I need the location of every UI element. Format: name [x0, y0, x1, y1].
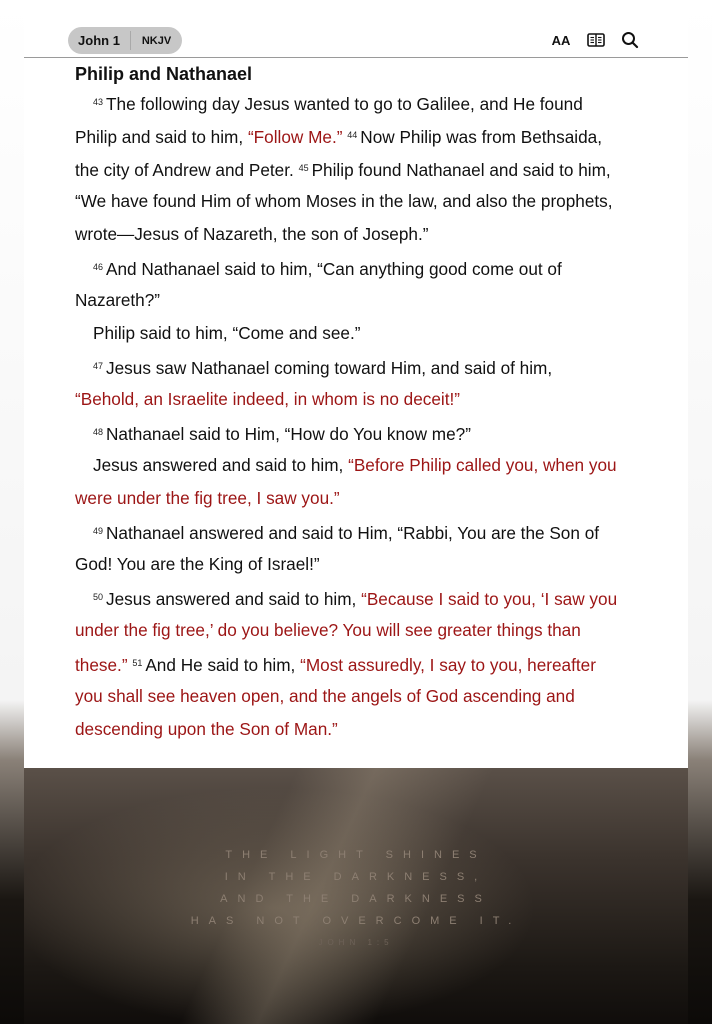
- passage-line: [75, 223, 428, 245]
- verse-number[interactable]: 50: [93, 592, 104, 602]
- passage-line: [75, 487, 340, 509]
- passage-line: [93, 91, 583, 115]
- verse-image-line: THE LIGHT SHINES: [225, 849, 487, 861]
- passage-line: [93, 421, 471, 445]
- verse-text: Jesus answered and said to him,: [106, 588, 362, 609]
- words-of-christ: “Behold, an Israelite indeed, in whom is no deceit!”: [75, 389, 461, 409]
- passage-line: [93, 322, 360, 344]
- verse-number[interactable]: 47: [93, 361, 104, 371]
- passage-line: [75, 619, 581, 641]
- verse-text: Jesus saw Nathanael coming toward Him, and said of him,: [106, 357, 553, 378]
- verse-number[interactable]: 46: [93, 262, 104, 272]
- verse-image-line: IN THE DARKNESS,: [224, 871, 488, 883]
- words-of-christ: descending upon the Son of Man.”: [75, 719, 338, 739]
- verse-number[interactable]: 44: [347, 130, 358, 140]
- verse-image: [24, 768, 688, 1024]
- passage-line: [93, 586, 617, 610]
- passage-line: [75, 388, 460, 410]
- words-of-christ: these.”: [75, 654, 128, 675]
- verse-text: God! You are the King of Israel!”: [75, 554, 320, 574]
- verse-image-line: AND THE DARKNESS: [220, 893, 492, 905]
- words-of-christ: “Most assuredly, I say to you, hereafter: [300, 654, 596, 675]
- section-heading: Philip and Nathanael: [75, 64, 253, 84]
- passage-line: [93, 256, 562, 280]
- text-size-label: AA: [551, 32, 571, 48]
- search-icon[interactable]: [620, 30, 640, 50]
- words-of-christ: “Before Philip called you, when you: [348, 455, 617, 475]
- verse-number[interactable]: 43: [93, 97, 104, 107]
- verse-text: Philip said to him, “Come and see.”: [93, 323, 361, 343]
- passage-line: [75, 652, 596, 676]
- verse-text: Jesus answered and said to him,: [93, 455, 349, 475]
- verse-text: Philip found Nathanael and said to him,: [311, 159, 611, 180]
- passage-line: [75, 718, 338, 740]
- verse-image-text: [24, 844, 688, 954]
- words-of-christ: under the fig tree,’ do you believe? You will see greater things than: [75, 620, 581, 640]
- version-button[interactable]: NKJV: [141, 34, 172, 47]
- passage-line: [75, 124, 602, 148]
- verse-number[interactable]: 51: [132, 658, 143, 668]
- verse-image-reference: JOHN 1:5: [318, 938, 394, 947]
- passage-line: [75, 157, 611, 181]
- passage-line: [75, 685, 575, 707]
- verse-text: And He said to him,: [145, 654, 301, 675]
- passage-line: [93, 520, 599, 544]
- passage-line: [93, 454, 617, 476]
- passage-line: [75, 190, 613, 212]
- verse-text: “We have found Him of whom Moses in the law, and also the prophets,: [75, 191, 613, 211]
- verse-number[interactable]: 45: [298, 163, 309, 173]
- verse-text: Nathanael said to Him, “How do You know me?”: [106, 423, 471, 444]
- words-of-christ: “Because I said to you, ‘I saw you: [361, 588, 618, 609]
- chapter-version-selector: [68, 27, 182, 54]
- verse-image-line: HAS NOT OVERCOME IT.: [190, 915, 522, 927]
- book-icon[interactable]: [585, 30, 607, 50]
- words-of-christ: “Follow Me.”: [247, 126, 343, 147]
- verse-text: wrote—Jesus of Nazareth, the son of Joseph.”: [75, 224, 429, 244]
- verse-number[interactable]: 49: [93, 526, 104, 536]
- verse-text: Now Philip was from Bethsaida,: [360, 126, 602, 147]
- top-toolbar: [24, 22, 688, 58]
- words-of-christ: you shall see heaven open, and the angels of God ascending and: [75, 686, 575, 706]
- verse-text: And Nathanael said to him, “Can anything good come out of: [106, 258, 562, 279]
- text-size-icon[interactable]: [550, 30, 572, 50]
- background-right: [688, 0, 712, 1024]
- verse-text: Nathanael answered and said to Him, “Rabbi, You are the Son of: [106, 522, 600, 543]
- verse-number[interactable]: 48: [93, 427, 104, 437]
- passage-line: [75, 289, 160, 311]
- passage-line: [93, 355, 552, 379]
- words-of-christ: were under the fig tree, I saw you.”: [75, 488, 340, 508]
- passage-line: [75, 553, 320, 575]
- bible-reader-window: [24, 22, 688, 768]
- book-chapter-button[interactable]: John 1: [78, 33, 120, 48]
- verse-text: The following day Jesus wanted to go to Galilee, and He found: [106, 93, 583, 114]
- verse-text: Nazareth?”: [75, 290, 161, 310]
- background-left: [0, 0, 24, 1024]
- verse-text: the city of Andrew and Peter.: [75, 159, 299, 180]
- verse-text: Philip and said to him,: [75, 126, 248, 147]
